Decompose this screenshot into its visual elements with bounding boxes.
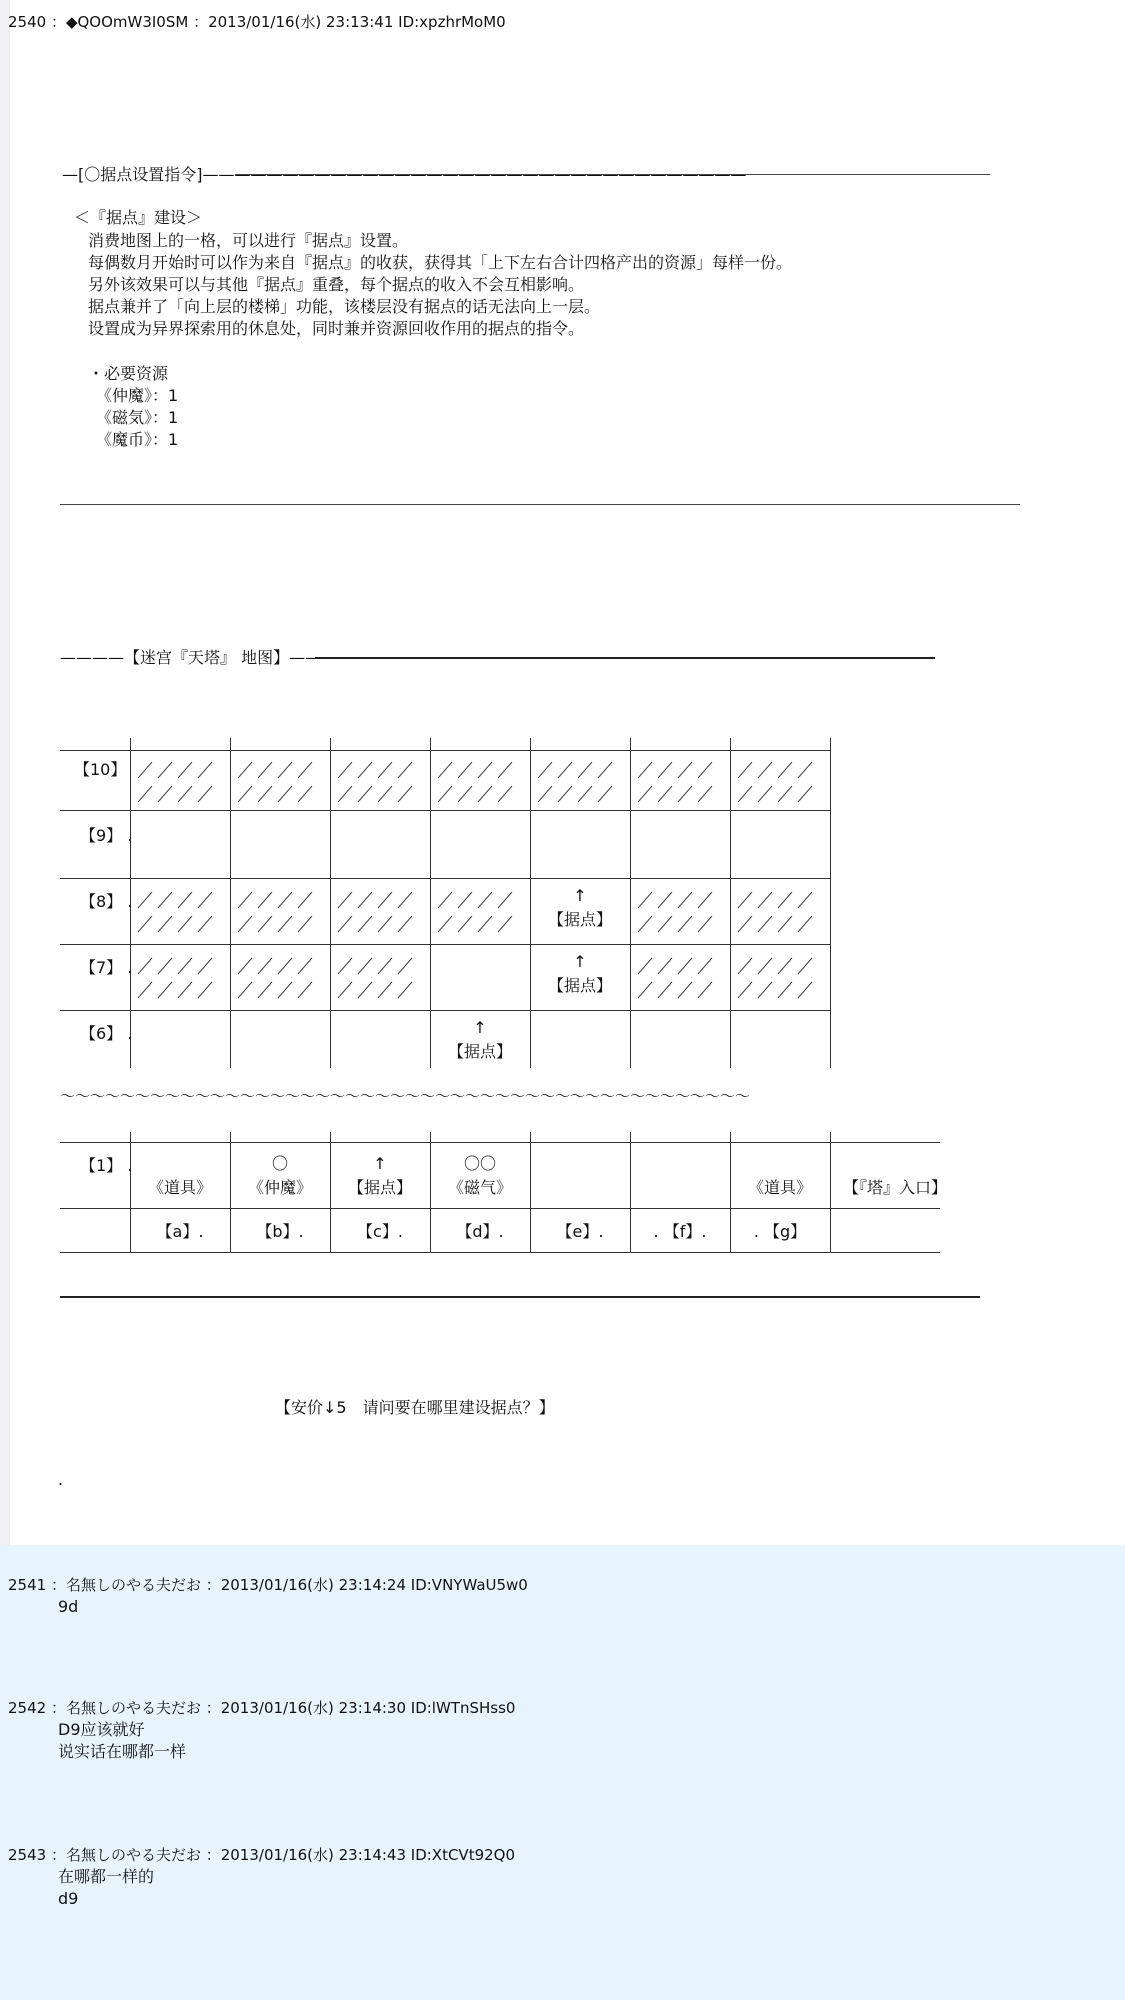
hatch-cell [238, 952, 322, 1002]
requirements-title: ・必要资源 [88, 364, 169, 383]
hatch-cell [338, 952, 422, 1002]
hatch-cell [238, 886, 322, 936]
grid-line [60, 810, 830, 811]
base-marker-8e: 【据点】 [547, 910, 612, 929]
grid-line [630, 738, 631, 1068]
requirement-item: 《仲魔》：1 [96, 386, 179, 405]
side-strip [0, 0, 10, 1545]
reply-body-line: 9d [58, 1597, 79, 1616]
hatch-cell [638, 886, 722, 936]
reply-body-line: 说实话在哪都一样 [58, 1742, 187, 1761]
cell-item-g: 《道具》 [747, 1178, 812, 1197]
base-marker-6d: 【据点】 [447, 1042, 512, 1061]
reply-header: 2541 ：名無しのやる夫だお ：2013/01/16(水) 23:14:24 ID:VNYWaU5w0 [8, 1576, 528, 1594]
cell-top-b: 〇 [271, 1154, 288, 1173]
hatch-cell [738, 886, 822, 936]
replies-section [0, 1545, 1125, 2000]
reply-header: 2543 ：名無しのやる夫だお ：2013/01/16(水) 23:14:43 ID:XtCVt92Q0 [8, 1846, 516, 1864]
hatch-cell [138, 886, 222, 936]
floor-label-9: 【9】 . [80, 826, 133, 845]
hatch-cell [438, 756, 522, 806]
cell-item-c: 【据点】 [347, 1178, 412, 1197]
grid-line [60, 1142, 940, 1143]
base-marker-7e: 【据点】 [547, 976, 612, 995]
base-arrow: ↑ [573, 952, 587, 971]
section-title: —[〇据点设置指令]—————————————————————————————————— [62, 165, 747, 184]
reply-body-line: 在哪都一样的 [58, 1867, 155, 1886]
tower-entrance: 【『塔』入口】 [842, 1178, 947, 1197]
hatch-cell [138, 952, 222, 1002]
col-label-a: 【a】. [156, 1222, 204, 1241]
hatch-cell [538, 756, 622, 806]
grid-line [830, 738, 831, 1068]
col-label-b: 【b】. [256, 1222, 304, 1241]
col-label-d: 【d】. [456, 1222, 504, 1241]
reply-body-line: D9应该就好 [58, 1720, 145, 1739]
hatch-cell [338, 886, 422, 936]
map-wave-separator: 〜〜〜〜〜〜〜〜〜〜〜〜〜〜〜〜〜〜〜〜〜〜〜〜〜〜〜〜〜〜〜〜〜〜〜〜〜〜〜〜〜〜〜〜〜〜 [60, 1087, 751, 1105]
col-label-f: . 【f】. [653, 1222, 707, 1241]
desc-line-1: 消费地图上的一格，可以进行『据点』设置。 [88, 231, 409, 250]
hatch-cell [138, 756, 222, 806]
grid-line [60, 750, 830, 751]
grid-line [60, 1208, 940, 1209]
build-title: ＜『据点』建设＞ [74, 208, 203, 227]
floor-label-8: 【8】 . [80, 892, 133, 911]
desc-line-4: 据点兼并了「向上层的楼梯」功能，该楼层没有据点的话无法向上一层。 [88, 297, 601, 316]
hatch-cell [638, 952, 722, 1002]
base-arrow: ↑ [473, 1018, 487, 1037]
hatch-cell [438, 886, 522, 936]
section-rule [235, 174, 990, 175]
hatch-cell [638, 756, 722, 806]
grid-line [230, 738, 231, 1068]
reply-header: 2542 ：名無しのやる夫だお ：2013/01/16(水) 23:14:30 ID:lWTnSHss0 [8, 1699, 516, 1717]
grid-line [60, 878, 830, 879]
requirement-item: 《魔币》：1 [96, 430, 179, 449]
col-label-c: 【c】. [357, 1222, 403, 1241]
post-header: 2540 ：◆QOOmW3I0SM ：2013/01/16(水) 23:13:41 ID:xpzhrMoM0 [8, 13, 506, 31]
requirement-item: 《磁気》：1 [96, 408, 179, 427]
cell-item-b: 《仲魔》 [247, 1178, 312, 1197]
hatch-cell [738, 952, 822, 1002]
floor-label-1: 【1】 . [80, 1156, 133, 1175]
divider [60, 504, 1020, 505]
floor-label-6: 【6】 . [80, 1024, 133, 1043]
grid-line [60, 1252, 940, 1253]
cell-item-a: 《道具》 [147, 1178, 212, 1197]
desc-line-3: 另外该效果可以与其他『据点』重叠，每个据点的收入不会互相影响。 [88, 275, 585, 294]
vote-prompt: 【安价↓5 请问要在哪里建设据点？】 [275, 1398, 555, 1417]
hatch-cell [338, 756, 422, 806]
map-title: ————【迷宫『天塔』 地图】—————————————————————————————— [60, 648, 770, 667]
desc-line-5: 设置成为异界探索用的休息处，同时兼并资源回收作用的据点的指令。 [88, 319, 585, 338]
cell-top-c: ↑ [373, 1154, 387, 1173]
grid-line [730, 738, 731, 1068]
map-bottom-rule [60, 1296, 980, 1298]
trailing-dot: . [58, 1470, 64, 1489]
base-arrow: ↑ [573, 886, 587, 905]
desc-line-2: 每偶数月开始时可以作为来自『据点』的收获，获得其「上下左右合计四格产出的资源」每样一份。 [88, 253, 793, 272]
map-title-rule [315, 657, 935, 659]
floor-label-7: 【7】 . [80, 958, 133, 977]
cell-item-d: 《磁气》 [447, 1178, 512, 1197]
hatch-cell [738, 756, 822, 806]
grid-line [60, 1010, 830, 1011]
col-label-g: . 【g】 [753, 1222, 807, 1241]
reply-body-line: d9 [58, 1889, 79, 1908]
hatch-cell [238, 756, 322, 806]
cell-top-d: 〇〇 [463, 1154, 496, 1173]
col-label-e: 【e】. [556, 1222, 604, 1241]
grid-line [330, 738, 331, 1068]
floor-label-10: 【10】 [74, 760, 127, 779]
grid-line [60, 944, 830, 945]
